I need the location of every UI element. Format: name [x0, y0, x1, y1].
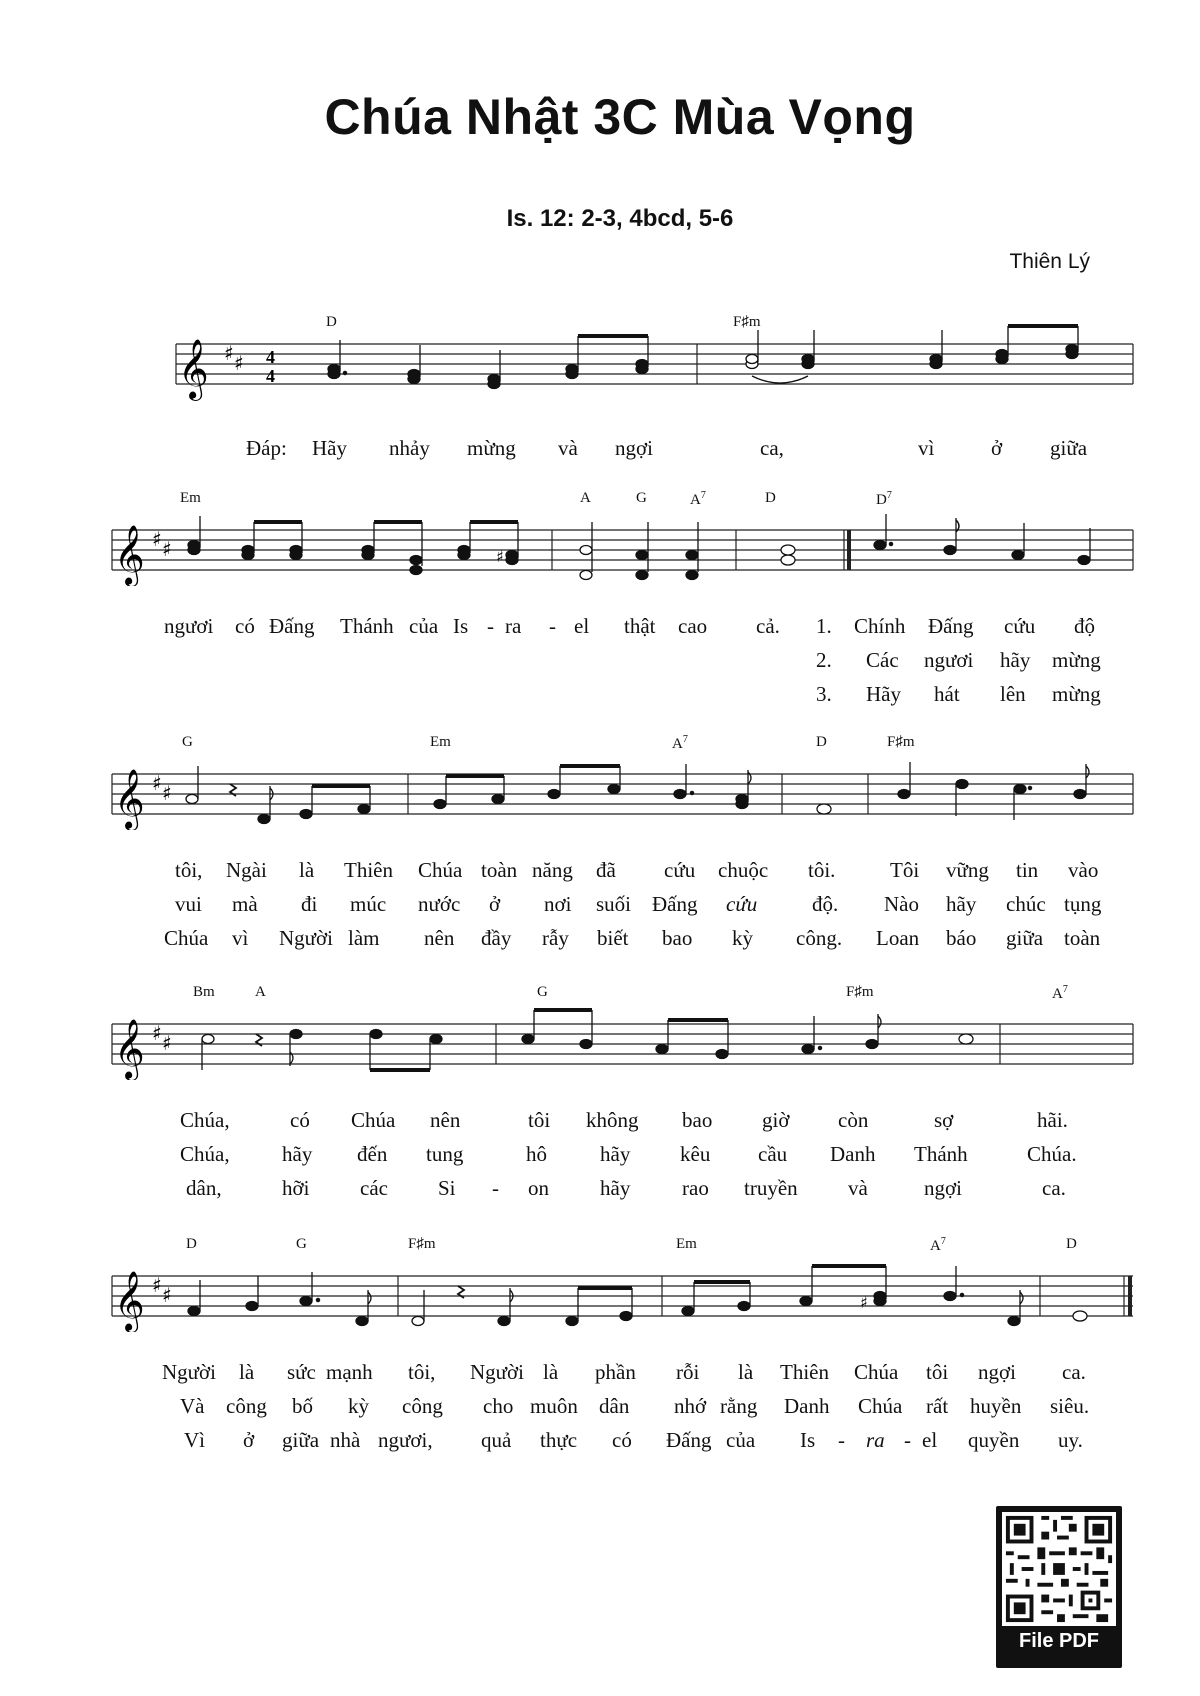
lyric-syllable: ra: [866, 1428, 885, 1452]
lyrics-line-2: [0, 892, 1200, 920]
lyric-syllable: còn: [838, 1108, 869, 1132]
lyric-syllable: hô: [526, 1142, 547, 1166]
lyric-syllable: vì: [918, 436, 935, 460]
lyric-syllable: ngươi: [924, 648, 974, 672]
lyric-syllable: cao: [678, 614, 708, 638]
lyric-syllable: nhà: [330, 1428, 361, 1452]
lyrics-line-2: [0, 1394, 1200, 1422]
chord-label: G: [537, 984, 548, 1000]
lyrics-line-3: [0, 926, 1200, 954]
lyric-syllable: quyền: [968, 1428, 1020, 1452]
lyric-syllable: tụng: [1064, 892, 1102, 916]
svg-text:♯: ♯: [152, 1021, 162, 1045]
treble-clef-icon: 𝄞: [114, 1271, 145, 1331]
lyric-syllable: Và: [180, 1394, 205, 1418]
svg-text:♯: ♯: [224, 341, 234, 365]
lyric-syllable: el: [922, 1428, 938, 1452]
music-system-4: [0, 970, 1200, 1200]
lyric-syllable: kỳ: [348, 1394, 369, 1418]
lyric-syllable: Các: [866, 648, 899, 672]
lyric-syllable: và: [558, 436, 578, 460]
lyric-syllable: giữa: [1050, 436, 1088, 460]
staff-1: [0, 300, 1200, 410]
chord-label: $A^7$: [930, 1236, 946, 1254]
lyrics-line-3: [0, 682, 1200, 710]
staff-3: [0, 720, 1200, 830]
lyric-syllable: năng: [532, 858, 573, 882]
lyric-syllable: tôi: [926, 1360, 949, 1384]
qr-code-pdf-link[interactable]: [996, 1506, 1122, 1668]
lyric-syllable: không: [586, 1108, 639, 1132]
lyrics-line-1: [0, 1360, 1200, 1388]
lyric-syllable: giờ: [762, 1108, 790, 1132]
chord-label: D: [186, 1236, 197, 1252]
lyric-syllable: hát: [934, 682, 960, 706]
lyric-syllable: múc: [350, 892, 387, 916]
lyric-syllable: công: [226, 1394, 267, 1418]
lyric-syllable: sợ: [934, 1108, 954, 1132]
staff-4: [0, 970, 1200, 1080]
lyric-syllable: rao: [682, 1176, 709, 1200]
lyric-syllable: rằng: [720, 1394, 758, 1418]
lyric-syllable: giữa: [282, 1428, 320, 1452]
treble-clef-icon: 𝄞: [114, 525, 145, 585]
lyric-syllable: cứu: [1004, 614, 1036, 638]
lyric-syllable: mà: [232, 892, 258, 916]
lyric-syllable: ra: [505, 614, 522, 638]
lyric-syllable: 3.: [816, 682, 832, 706]
lyric-syllable: nên: [424, 926, 455, 950]
chord-label: G: [182, 734, 193, 750]
lyric-syllable: nơi: [544, 892, 572, 916]
lyric-syllable: hỡi: [282, 1176, 310, 1200]
lyric-syllable: các: [360, 1176, 388, 1200]
lyric-syllable: đã: [596, 858, 616, 882]
svg-text:4: 4: [266, 366, 275, 386]
lyric-syllable: nhớ: [674, 1394, 707, 1418]
svg-text:♯: ♯: [860, 1293, 868, 1312]
lyric-syllable: ca,: [760, 436, 784, 460]
lyric-syllable: phần: [595, 1360, 636, 1384]
lyrics-line-1: [0, 1108, 1200, 1136]
chord-label: D: [1066, 1236, 1077, 1252]
chord-label: A: [255, 984, 266, 1000]
lyric-syllable: Thánh: [914, 1142, 968, 1166]
lyric-syllable: hãy: [600, 1142, 631, 1166]
lyric-syllable: của: [726, 1428, 756, 1452]
lyric-syllable: chuộc: [718, 858, 769, 882]
lyric-syllable: tôi.: [808, 858, 836, 882]
lyric-syllable: là: [738, 1360, 754, 1384]
chord-label: F♯m: [408, 1236, 436, 1252]
lyric-syllable: hãy: [1000, 648, 1031, 672]
chord-label: F♯m: [846, 984, 874, 1000]
lyric-syllable: Đáp:: [246, 436, 287, 460]
lyric-syllable: rỗi: [676, 1360, 700, 1384]
music-system-1: [0, 300, 1200, 460]
lyric-syllable: toàn: [1064, 926, 1101, 950]
lyrics-line-2: [0, 648, 1200, 676]
svg-text:♯: ♯: [152, 771, 162, 795]
lyric-syllable: mạnh: [326, 1360, 373, 1384]
lyric-syllable: mừng: [467, 436, 516, 460]
chord-label: Bm: [193, 984, 215, 1000]
composer-name: Thiên Lý: [1009, 250, 1090, 273]
lyric-syllable: đầy: [481, 926, 512, 950]
lyric-syllable: Vì: [184, 1428, 205, 1452]
lyric-syllable: cả.: [756, 614, 780, 638]
lyric-syllable: ở: [489, 892, 501, 916]
chord-label: G: [636, 490, 647, 506]
lyric-syllable: 1.: [816, 614, 832, 638]
lyrics-line-1: [0, 614, 1200, 642]
lyric-syllable: ngợi: [615, 436, 653, 460]
lyric-syllable: lên: [1000, 682, 1026, 706]
lyric-syllable: rất: [926, 1394, 949, 1418]
lyric-syllable: tin: [1016, 858, 1039, 882]
lyric-syllable: Đấng: [666, 1428, 712, 1452]
svg-text:♯: ♯: [234, 351, 244, 375]
lyric-syllable: on: [528, 1176, 549, 1200]
lyric-syllable: hãy: [282, 1142, 313, 1166]
music-system-2: [0, 476, 1200, 716]
lyric-syllable: Người: [162, 1360, 216, 1384]
chord-label: $A^7$: [690, 490, 706, 508]
lyric-syllable: rẫy: [542, 926, 569, 950]
lyric-syllable: sức: [287, 1360, 316, 1384]
chord-label: G: [296, 1236, 307, 1252]
lyric-syllable: Đấng: [269, 614, 315, 638]
staff-5: [0, 1222, 1200, 1332]
lyric-syllable: Đấng: [652, 892, 698, 916]
lyric-syllable: ngươi,: [378, 1428, 433, 1452]
lyric-syllable: cầu: [758, 1142, 788, 1166]
lyric-syllable: thực: [540, 1428, 578, 1452]
lyric-syllable: vững: [946, 858, 989, 882]
lyric-syllable: công.: [796, 926, 843, 950]
lyric-syllable: cứu: [664, 858, 696, 882]
lyric-syllable: là: [239, 1360, 255, 1384]
lyric-syllable: toàn: [481, 858, 518, 882]
lyric-syllable: dân,: [186, 1176, 222, 1200]
lyric-syllable: -: [487, 614, 494, 638]
lyric-syllable: Danh: [830, 1142, 876, 1166]
lyric-syllable: hãy: [946, 892, 977, 916]
lyric-syllable: Chúa: [854, 1360, 899, 1384]
lyric-syllable: Chúa.: [1027, 1142, 1077, 1166]
lyric-syllable: báo: [946, 926, 977, 950]
lyric-syllable: ở: [243, 1428, 255, 1452]
svg-text:♯: ♯: [162, 537, 172, 561]
lyric-syllable: kêu: [680, 1142, 711, 1166]
lyric-syllable: chúc: [1006, 892, 1046, 916]
lyric-syllable: huyền: [970, 1394, 1022, 1418]
lyric-syllable: Loan: [876, 926, 920, 950]
lyric-syllable: bao: [682, 1108, 713, 1132]
lyric-syllable: tôi,: [408, 1360, 436, 1384]
lyric-syllable: cứu: [726, 892, 758, 916]
lyric-syllable: có: [290, 1108, 310, 1132]
lyric-syllable: làm: [348, 926, 380, 950]
chord-label: $A^7$: [672, 734, 688, 752]
lyric-syllable: -: [838, 1428, 845, 1452]
music-system-5: [0, 1222, 1200, 1462]
chord-label: Em: [430, 734, 451, 750]
lyric-syllable: hãy: [600, 1176, 631, 1200]
scripture-reference: Is. 12: 2-3, 4bcd, 5-6: [506, 205, 734, 232]
lyric-syllable: Chúa: [418, 858, 463, 882]
lyric-syllable: Chúa: [351, 1108, 396, 1132]
lyric-syllable: nước: [418, 892, 461, 916]
chord-label: D: [816, 734, 827, 750]
svg-text:♯: ♯: [152, 527, 162, 551]
lyric-syllable: Chính: [854, 614, 906, 638]
svg-text:♯: ♯: [162, 781, 172, 805]
lyric-syllable: Is: [800, 1428, 816, 1452]
lyric-syllable: có: [235, 614, 255, 638]
chord-label: A: [580, 490, 591, 506]
lyric-syllable: ngợi: [978, 1360, 1016, 1384]
lyric-syllable: nhảy: [389, 436, 430, 460]
lyric-syllable: biết: [597, 926, 629, 950]
lyric-syllable: là: [299, 858, 315, 882]
lyric-syllable: giữa: [1006, 926, 1044, 950]
lyric-syllable: el: [574, 614, 590, 638]
lyric-syllable: độ.: [812, 892, 839, 916]
lyric-syllable: Hãy: [866, 682, 901, 706]
lyric-syllable: Is: [453, 614, 469, 638]
lyric-syllable: cho: [483, 1394, 514, 1418]
chord-label: F♯m: [887, 734, 915, 750]
lyric-syllable: có: [612, 1428, 632, 1452]
lyric-syllable: Thánh: [340, 614, 394, 638]
lyric-syllable: bố: [292, 1394, 313, 1418]
lyric-syllable: vì: [232, 926, 249, 950]
svg-text:♯: ♯: [152, 1273, 162, 1297]
lyric-syllable: -: [549, 614, 556, 638]
qr-label: File PDF: [1018, 1630, 1099, 1652]
lyric-syllable: Tôi: [890, 858, 920, 882]
lyric-syllable: quả: [481, 1428, 512, 1452]
lyric-syllable: siêu.: [1050, 1394, 1090, 1418]
svg-text:♯: ♯: [496, 547, 504, 566]
lyrics-line-3: [0, 1176, 1200, 1204]
lyric-syllable: và: [848, 1176, 868, 1200]
lyrics-line-3: [0, 1428, 1200, 1456]
lyric-syllable: Đấng: [928, 614, 974, 638]
lyrics-line-1: [0, 858, 1200, 886]
lyric-syllable: Ngài: [226, 858, 267, 882]
treble-clef-icon: 𝄞: [114, 769, 145, 829]
lyric-syllable: tôi: [528, 1108, 551, 1132]
lyric-syllable: đến: [357, 1142, 388, 1166]
treble-clef-icon: 𝄞: [114, 1019, 145, 1079]
lyric-syllable: đi: [301, 892, 318, 916]
lyric-syllable: Si: [438, 1176, 456, 1200]
lyric-syllable: Chúa,: [180, 1108, 230, 1132]
music-system-3: [0, 720, 1200, 950]
lyric-syllable: Chúa: [164, 926, 209, 950]
lyric-syllable: Danh: [784, 1394, 830, 1418]
lyrics-line-1: [0, 436, 1200, 464]
lyric-syllable: tôi,: [175, 858, 203, 882]
chord-label: D: [765, 490, 776, 506]
lyric-syllable: Thiên: [780, 1360, 829, 1384]
lyric-syllable: tung: [426, 1142, 464, 1166]
chord-label: Em: [676, 1236, 697, 1252]
lyric-syllable: công: [402, 1394, 443, 1418]
lyric-syllable: suối: [596, 892, 632, 916]
lyric-syllable: Người: [470, 1360, 524, 1384]
chord-label: F♯m: [733, 314, 761, 330]
treble-clef-icon: 𝄞: [178, 339, 209, 399]
lyric-syllable: -: [904, 1428, 911, 1452]
lyric-syllable: vào: [1068, 858, 1099, 882]
lyric-syllable: kỳ: [732, 926, 753, 950]
lyrics-line-2: [0, 1142, 1200, 1170]
qr-code-icon: [1002, 1512, 1116, 1626]
lyric-syllable: thật: [624, 614, 656, 638]
lyric-syllable: uy.: [1058, 1428, 1083, 1452]
chord-label: $D^7$: [876, 490, 892, 508]
lyric-syllable: Hãy: [312, 436, 347, 460]
svg-text:♯: ♯: [162, 1283, 172, 1307]
lyric-syllable: ngợi: [924, 1176, 962, 1200]
lyric-syllable: Nào: [884, 892, 919, 916]
lyric-syllable: là: [543, 1360, 559, 1384]
svg-text:♯: ♯: [162, 1031, 172, 1055]
lyric-syllable: của: [409, 614, 439, 638]
lyric-syllable: Chúa,: [180, 1142, 230, 1166]
lyric-syllable: độ: [1074, 614, 1095, 638]
lyric-syllable: hãi.: [1037, 1108, 1068, 1132]
lyric-syllable: dân: [599, 1394, 630, 1418]
chord-label: Em: [180, 490, 201, 506]
lyric-syllable: ngươi: [164, 614, 214, 638]
lyric-syllable: mừng: [1052, 682, 1101, 706]
lyric-syllable: truyền: [744, 1176, 798, 1200]
lyric-syllable: muôn: [530, 1394, 578, 1418]
lyric-syllable: ca.: [1062, 1360, 1086, 1384]
lyric-syllable: -: [492, 1176, 499, 1200]
lyric-syllable: vui: [175, 892, 202, 916]
chord-label: $A^7$: [1052, 984, 1068, 1002]
lyric-syllable: nên: [430, 1108, 461, 1132]
lyric-syllable: Chúa: [858, 1394, 903, 1418]
lyric-syllable: Người: [279, 926, 333, 950]
chord-label: D: [326, 314, 337, 330]
lyric-syllable: Thiên: [344, 858, 393, 882]
svg-text:4: 4: [266, 347, 275, 367]
lyric-syllable: mừng: [1052, 648, 1101, 672]
song-title: Chúa Nhật 3C Mùa Vọng: [324, 89, 916, 145]
lyric-syllable: ở: [991, 436, 1003, 460]
lyric-syllable: bao: [662, 926, 693, 950]
lyric-syllable: ca.: [1042, 1176, 1066, 1200]
lyric-syllable: 2.: [816, 648, 832, 672]
